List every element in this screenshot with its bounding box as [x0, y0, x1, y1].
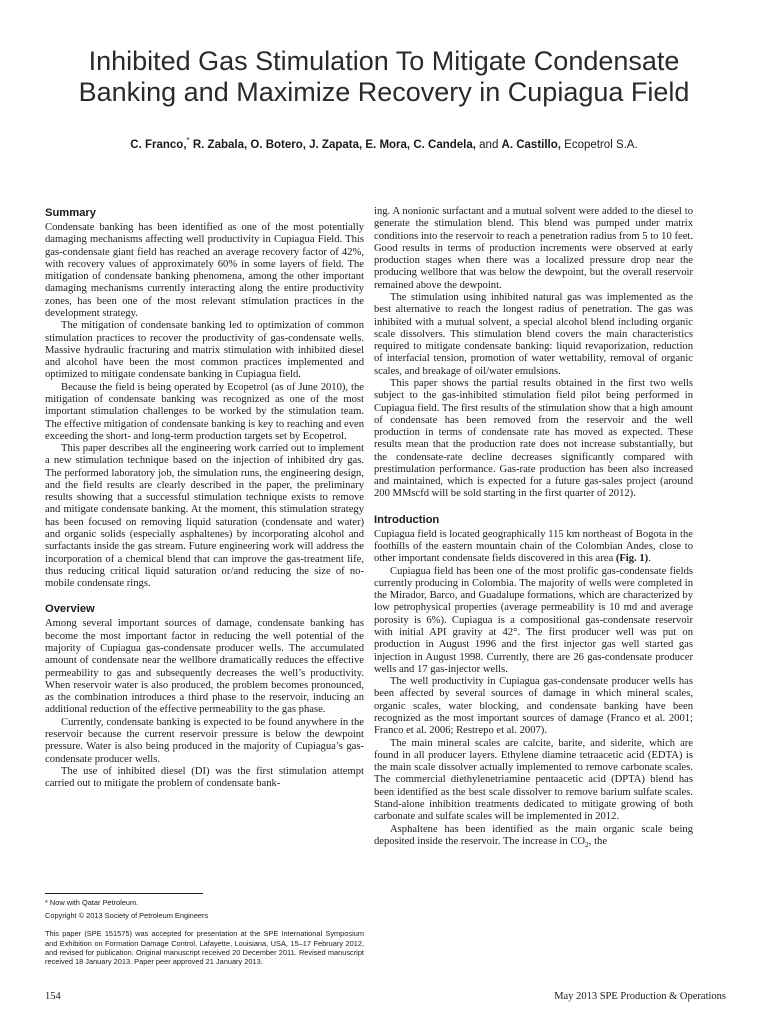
manuscript-history: This paper (SPE 151575) was accepted for presentation at the SPE International Symposium and Exhibition on Formation Damage Control, Lafayette, Louisiana, USA, 15–17 February 2012, and revised for publication. Original manuscript received 20 December 2011. Revised manuscript received 18 January 2013. Paper peer approved 21 January 2013. [45, 929, 364, 967]
introduction-paragraph: The well productivity in Cupiagua gas-condensate producer wells has been affected by several sources of damage in which mineral scales, organic scales, water blocking, and condensate banking have been recognized as the most important sources of damage (Franco et al. 2001; Franco et al. 2006; Restrepo et al. 2007). [374, 676, 693, 737]
author-affiliation: Ecopetrol S.A. [560, 138, 638, 151]
summary-paragraph: The mitigation of condensate banking led to optimization of common stimulation practices to recover the productivity of gas-condensate wells. Massive hydraulic fracturing and matrix stimulation with inhibited diesel and alcohol have been the most common practices implemented and optimized to mitigate condensate banking in Cupiagua field. [45, 320, 364, 381]
footnotes [45, 893, 364, 966]
body-paragraph: ing. A nonionic surfactant and a mutual solvent were added to the diesel to generate the stimulation blend. This blend was pumped under matrix conditions into the reservoir to reach a penetration radius from 5 to 10 feet. Good results in terms of production increments were observed at early production stages when there was a localized pressure drop near the producing wellbore that was below the dewpoint, but the overall reservoir remained above the dewpoint. [374, 206, 693, 291]
author-line [40, 136, 728, 151]
left-column [45, 206, 364, 790]
journal-footer: May 2013 SPE Production & Operations [554, 991, 726, 1002]
footnote-affiliation: * Now with Qatar Petroleum. [45, 898, 139, 907]
summary-paragraph: This paper describes all the engineering work carried out to implement a new stimulation technique based on the injection of inhibited dry gas. The performed laboratory job, the simulation runs, the engineering design, and the field results are clearly described in the paper, the preliminary results showing that a successful stimulation technique exists to remove and mitigate condensate banking. At the moment, this stimulation strategy has been focused on removing liquid saturation (condensate and water) and organic solids (especially asphaltenes) by incorporating alcohol and surfactants inside the gas stream. Future engineering work will address the incorporation of a chemical blend that can improve the gas-treatment life, thus reducing critical liquid saturation or/and reducing the size of no-mobile condensate rings. [45, 443, 364, 590]
overview-paragraph: Currently, condensate banking is expected to be found anywhere in the reservoir because the current reservoir pressure is below the dewpoint pressure. Water is also being produced in the majority of Cupiagua’s gas-condensate producer wells. [45, 716, 364, 765]
figure-reference[interactable]: (Fig. 1) [615, 553, 649, 565]
author-footnote-mark: * [186, 136, 190, 145]
introduction-paragraph: The main mineral scales are calcite, barite, and siderite, which are found in all producer layers. Ethylene diamine tetraacetic acid (EDTA) is the main scale dissolver actually implemented to remove carbonate scales. The commercial diethylenetriamine pentaacetic acid (DPTA) blend has been identified as the best scale dissolver to remove barium sulfate scales. Stand-alone inhibition treatments dedicated to mitigate growing of both carbonate and sulfate scales will be implemented in 2012. [374, 737, 693, 823]
introduction-paragraph: Cupiagua field is located geographically 115 km northeast of Bogota in the foothills of the eastern mountain chain of the Colombian Andes, close to other important condensate fields discovered in this area (Fig. 1). [374, 528, 693, 565]
overview-heading: Overview [45, 603, 95, 616]
introduction-paragraph: Asphaltene has been identified as the main organic scale being deposited inside the reservoir. The increase in $CO_2$, the [374, 823, 693, 849]
summary-paragraph: Because the field is being operated by Ecopetrol (as of June 2010), the mitigation of condensate banking was recognized as one of the most important stimulation challenges to be worked by the stimulation team. The effective mitigation of condensate banking is key to reaching and even exceeding the short- and long-term production targets set by Ecopetrol. [45, 381, 364, 442]
right-column [374, 206, 693, 851]
author-last: A. Castillo, [501, 138, 561, 151]
body-paragraph: The stimulation using inhibited natural gas was implemented as the best alternative to reach the longest radius of penetration. The gas was inhibited with a mutual solvent, a special alcohol blend including organic scale dissolvers. This stimulation blend covers the main characteristics required to mitigate condensate banking: liquid revaporization, reduction of interfacial tension, promotion of water wettability, removal of organic scales, and breakage of oil/water emulsions. [374, 291, 693, 377]
author-first: C. Franco, [130, 138, 187, 151]
introduction-heading: Introduction [374, 513, 440, 526]
paper-title: Inhibited Gas Stimulation To Mitigate Condensate Banking and Maximize Recovery in Cupiagua Field [78, 46, 690, 108]
introduction-paragraph: Cupiagua field has been one of the most prolific gas-condensate fields currently producing in Colombia. The majority of wells were completed in the Mirador, Barco, and Guadalupe formations, which are characterized by low petrophysical properties (average permeability is 10 md and average porosity is 6%). Cupiagua is a compositional gas-condensate reservoir with initial API gravity at 42°. The first producer well was put on production in August 1996 and the first injector gas well started gas injection in August 1998. Currently, there are 26 gas-condensate producer wells and 17 gas-injector wells. [374, 565, 693, 675]
summary-paragraph: Condensate banking has been identified as one of the most potentially damaging mechanisms affecting well productivity in Cupiagua Field. This gas-condensate giant field has reached an average recovery factor of 42%, with recovery values of approximately 60% in some layers of field. The mitigation of condensate banking phenomena, among the other important damaging mechanisms currently interacting along the entire productivity zones, has been one of the most relevant stimulation practices in the development strategy. [45, 222, 364, 319]
overview-paragraph: Among several important sources of damage, condensate banking has become the most important factor in reducing the well potential of the majority of Cupiagua gas-condensate producer wells. The accumulated amount of condensate near the wellbore dramatically reduces the effective permeability to gas and subsequently decreases the well’s productivity. When reservoir water is also produced, the problem becomes pronounced, as the combination introduces a third phase to the reservoir, inducing an additional reduction of the effective permeability to the gas phase. [45, 618, 364, 716]
copyright-notice: Copyright © 2013 Society of Petroleum Engineers [45, 911, 209, 921]
page-number: 154 [45, 991, 61, 1002]
body-paragraph: This paper shows the partial results obtained in the first two wells subject to the gas-inhibited stimulation field pilot being performed in Cupiagua field. The first results of the stimulation show that a high amount of condensate has been removed from the reservoir and the well production in terms of condensate rate has moved as expected. These results mean that the production rate does not increase substantially, but the condensate-rate decline decreases significantly compared with prestimulation performance. Gas-rate production has been also increased and maintained, which is expected for a future gas-sales project (around 200 MMscfd will be sold starting in the first quarter of 2012). [374, 377, 693, 500]
overview-paragraph: The use of inhibited diesel (DI) was the first stimulation attempt carried out to mitigate the problem of condensate bank- [45, 765, 364, 790]
summary-heading: Summary [45, 207, 96, 219]
author-and: and [475, 138, 502, 151]
author-list: R. Zabala, O. Botero, J. Zapata, E. Mora, C. Candela, [189, 138, 476, 151]
footnote-rule [45, 893, 203, 894]
